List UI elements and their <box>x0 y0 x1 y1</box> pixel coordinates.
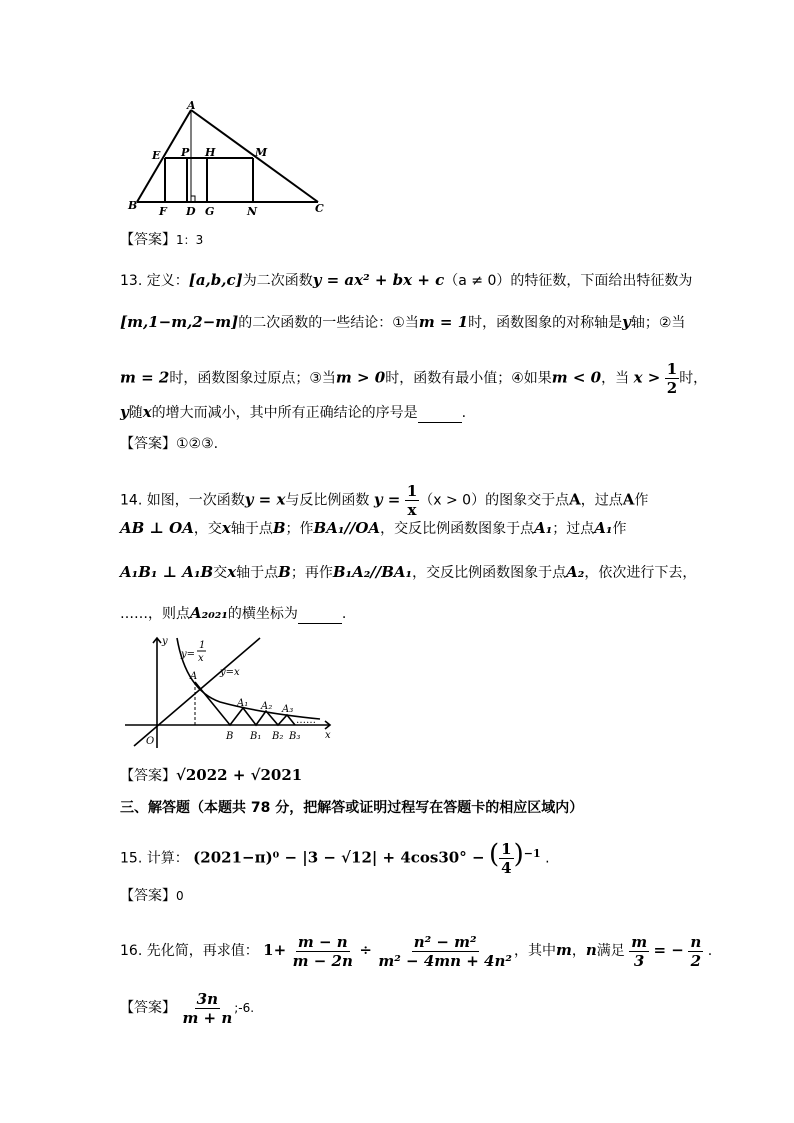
answer-label: 【答案】 <box>120 1000 176 1016</box>
paren: ( <box>489 839 500 870</box>
fig2-origin: O <box>146 736 155 747</box>
fraction-half <box>665 360 679 397</box>
answer-12 <box>120 230 203 250</box>
answer-label: 【答案】 <box>120 768 176 784</box>
math-expr: m > 0 <box>335 368 386 387</box>
fig1-label-N: N <box>247 205 258 218</box>
q14-text: ，交反比例函数图象于点 <box>412 565 567 581</box>
math-expr: x <box>142 403 152 421</box>
answer-label: 【答案】 <box>120 232 176 248</box>
frac-den: m + n <box>182 1008 233 1027</box>
math-expr: = − <box>653 941 684 959</box>
answer-blank <box>418 408 462 423</box>
q13-line2 <box>120 312 685 333</box>
q13-text: ，当 <box>601 370 630 387</box>
answer-value: 0 <box>176 889 184 903</box>
math-expr: y <box>622 313 631 331</box>
math-expr: y <box>120 403 129 421</box>
q14-line1 <box>120 482 648 519</box>
math-expr: A₁B₁ ⊥ A₁B <box>120 563 214 581</box>
q13-text: 时，函数有最小值；④如果 <box>385 370 552 387</box>
math-expr: m = 1 <box>418 313 469 331</box>
fig1-label-G: G <box>205 205 215 218</box>
fig1-label-C: C <box>315 202 324 215</box>
q15-line <box>120 832 550 881</box>
fig2-point-B2: B₂ <box>272 731 284 742</box>
q13-line1 <box>120 270 692 291</box>
q14-text: 的横坐标为 <box>227 606 298 622</box>
fraction-1-over-x <box>405 482 419 519</box>
math-expr: A₂ <box>566 563 585 581</box>
math-expr: m = 2 <box>120 368 170 387</box>
math-expr: B₁A₂//BA₁ <box>332 563 413 581</box>
q14-text: ，过点 <box>580 492 623 509</box>
frac-num: 1 <box>406 482 418 500</box>
answer-15 <box>120 886 184 906</box>
q14-text: ；过点 <box>552 521 595 537</box>
fig2-xlabel: x <box>325 730 331 741</box>
math-expr: A₂₀₂₁ <box>190 604 228 622</box>
q13-line4 <box>120 402 466 423</box>
fig1-label-E: E <box>152 149 161 162</box>
answer-fraction <box>180 990 234 1027</box>
math-expr: x > <box>633 368 661 387</box>
fraction-quarter <box>499 840 513 877</box>
svg-text:……: …… <box>296 715 316 726</box>
frac-den: x <box>407 501 417 519</box>
math-expr: （a ≠ 0） <box>444 273 511 289</box>
question-number: 13. 定义： <box>120 273 189 289</box>
q14-line2 <box>120 518 627 539</box>
answer-label: 【答案】 <box>120 888 176 904</box>
answer-value: ;-6. <box>234 1001 255 1015</box>
q16-text: ，其中 <box>513 943 556 959</box>
frac-num: m − n <box>297 932 348 951</box>
q14-text: ……，则点 <box>120 606 190 622</box>
q13-text: . <box>461 405 467 421</box>
fig1-label-P: P <box>181 146 190 159</box>
fig2-curve-num: 1 <box>199 640 206 651</box>
q13-text: 为二次函数 <box>242 273 313 289</box>
fraction-n2 <box>688 933 703 970</box>
math-expr: ÷ <box>359 941 372 959</box>
fig1-label-A: A <box>187 100 196 112</box>
fig2-point-B1: B₁ <box>250 731 262 742</box>
fraction-2 <box>376 933 514 970</box>
frac-den: m − 2n <box>292 951 353 970</box>
fig1-label-H: H <box>205 146 216 159</box>
q13-text: 时，函数图象的对称轴是 <box>468 315 623 331</box>
fig1-label-M: M <box>255 146 268 159</box>
fraction-1 <box>291 933 355 970</box>
math-expr: A₁ <box>594 519 613 537</box>
frac-den: 2 <box>666 379 678 397</box>
math-expr: AB ⊥ OA <box>120 519 194 537</box>
math-expr: [a,b,c] <box>188 271 243 289</box>
q14-text: 作 <box>612 521 627 537</box>
fig2-point-A2: A₂ <box>261 701 273 712</box>
q14-text: 作 <box>634 492 649 509</box>
frac-num: n² − m² <box>413 932 477 951</box>
q13-line3 <box>120 360 707 397</box>
frac-num: m <box>631 932 648 951</box>
math-expr: A₁ <box>534 519 553 537</box>
fig2-line-label: y=x <box>220 667 240 678</box>
math-expr: [m,1−m,2−m] <box>120 313 239 331</box>
q13-text: 的增大而减小，其中所有正确结论的序号是 <box>151 405 418 421</box>
fig2-point-A: A <box>190 671 198 682</box>
answer-label: 【答案】 <box>120 436 176 452</box>
math-expr: x <box>227 563 237 581</box>
q14-text: ，依次进行下去， <box>584 565 697 581</box>
q13-text: 时，函数图象过原点；③当 <box>169 370 336 387</box>
math-expr: 1+ <box>263 941 287 959</box>
q14-text: 交 <box>213 565 228 581</box>
fraction-m3 <box>629 933 649 970</box>
math-expr: n <box>585 941 597 959</box>
q14-line4 <box>120 603 346 624</box>
answer-value: 1：3 <box>176 233 204 247</box>
q14-line3 <box>120 562 696 583</box>
hyperbola-figure <box>120 630 340 750</box>
answer-value: √2022 + √2021 <box>176 766 303 784</box>
q13-text: 的特征数，下面给出特征数为 <box>510 273 693 289</box>
fig1-label-D: D <box>186 205 196 218</box>
fig2-point-B3: B₃ <box>289 731 301 742</box>
q16-text: ， <box>571 943 586 959</box>
frac-num: 1 <box>666 360 678 378</box>
math-expr: （x > 0） <box>419 492 486 509</box>
frac-den: m² − 4mn + 4n² <box>378 951 512 970</box>
fig1-label-F: F <box>159 205 167 218</box>
q16-text: 满足 <box>596 943 625 959</box>
paren: ) <box>513 839 524 870</box>
triangle-figure <box>125 100 335 220</box>
fig2-point-A1: A₁ <box>237 698 249 709</box>
fig2-point-B: B <box>226 731 234 742</box>
q13-text: 随 <box>128 405 143 421</box>
q16-line <box>120 930 712 971</box>
fig2-point-A3: A₃ <box>282 704 294 715</box>
q14-text: . <box>341 606 347 622</box>
q14-text: 轴于点 <box>230 521 273 537</box>
answer-blank <box>298 609 342 624</box>
q14-text: ，交反比例函数图象于点 <box>380 521 535 537</box>
answer-14 <box>120 765 302 786</box>
fig1-label-B: B <box>128 199 138 212</box>
math-expr: A <box>622 490 635 509</box>
frac-num: n <box>690 932 702 951</box>
q13-text: 时， <box>679 370 708 387</box>
q16-text: . <box>707 943 713 959</box>
q13-text: 的二次函数的一些结论：①当 <box>238 315 419 331</box>
answer-16 <box>120 988 254 1028</box>
math-expr: m <box>555 941 572 959</box>
q14-text: 与反比例函数 <box>285 492 370 509</box>
math-expr: A <box>569 490 581 509</box>
math-expr: BA₁//OA <box>313 519 381 537</box>
math-expr: B <box>272 519 286 537</box>
answer-13 <box>120 434 218 454</box>
frac-num: 1 <box>501 840 512 859</box>
frac-den: 2 <box>690 951 701 970</box>
q14-text: 14. 如图，一次函数 <box>120 492 245 509</box>
math-expr: y = <box>373 490 401 509</box>
math-expr: (2021−π)⁰ − |3 − √12| + 4cos30° − <box>193 848 485 867</box>
answer-value: ①②③. <box>176 436 219 452</box>
math-expr: y = x <box>244 490 286 509</box>
q14-text: ，交 <box>193 521 222 537</box>
q14-text: ；作 <box>285 521 314 537</box>
fig2-curve-den: x <box>198 653 204 664</box>
fig2-ylabel: y <box>162 636 168 647</box>
q14-text: 的图象交于点 <box>485 492 570 509</box>
exponent: −1 <box>523 847 541 860</box>
section-3-heading: 三、解答题（本题共 78 分，把解答或证明过程写在答题卡的相应区域内） <box>120 800 584 816</box>
math-expr: m < 0 <box>551 368 602 387</box>
question-number: 16. 先化简，再求值： <box>120 943 259 959</box>
q15-text: . <box>545 850 550 867</box>
q14-text: ；再作 <box>290 565 333 581</box>
q13-text: 轴；②当 <box>630 315 686 331</box>
question-number: 15. 计算： <box>120 850 189 867</box>
fig2-curve-label: y= <box>181 649 196 660</box>
q14-text: 轴于点 <box>236 565 279 581</box>
frac-den: 3 <box>633 951 645 970</box>
math-expr: y = ax² + bx + c <box>312 271 445 289</box>
math-expr: x <box>221 519 231 537</box>
frac-num: 3n <box>196 989 219 1008</box>
frac-den: 4 <box>501 859 512 878</box>
math-expr: B <box>278 563 291 581</box>
